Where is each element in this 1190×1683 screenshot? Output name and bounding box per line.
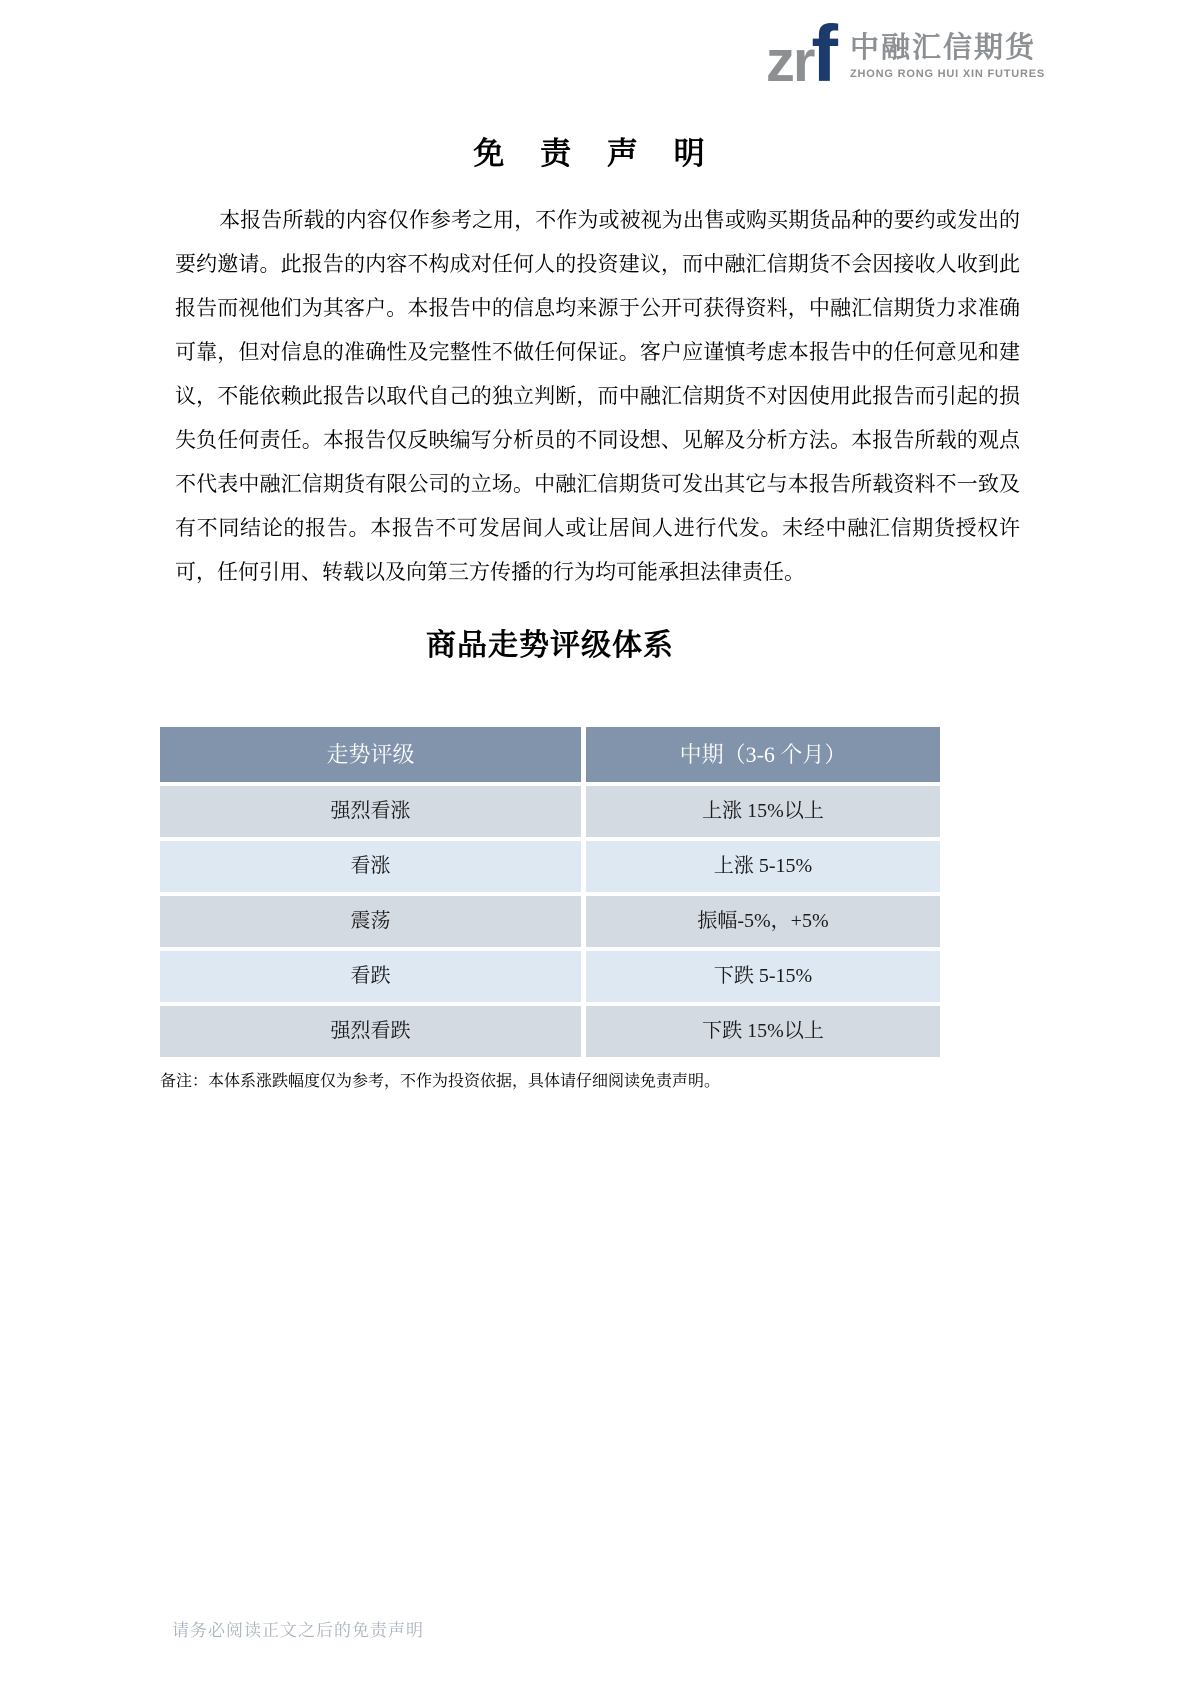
- table-row: [160, 841, 940, 892]
- rating-cell: 震荡: [160, 896, 581, 947]
- header-cell-midterm: 中期（3-6 个月）: [586, 727, 940, 782]
- rating-cell: 看涨: [160, 841, 581, 892]
- rating-system-title: 商品走势评级体系: [426, 629, 674, 662]
- midterm-cell: 振幅-5%，+5%: [586, 896, 940, 947]
- logo-zr-letters: zr: [765, 29, 814, 94]
- midterm-cell: 上涨 5-15%: [586, 841, 940, 892]
- midterm-cell: 下跌 5-15%: [586, 951, 940, 1002]
- logo-names: [850, 33, 1045, 86]
- company-name-english: ZHONG RONG HUI XIN FUTURES: [850, 68, 1045, 80]
- rating-cell: 强烈看跌: [160, 1006, 581, 1057]
- logo-zrf-mark: [765, 9, 839, 98]
- rating-cell: 强烈看涨: [160, 786, 581, 837]
- table-row: [160, 786, 940, 837]
- rating-table: [160, 727, 940, 1061]
- midterm-cell: 上涨 15%以上: [586, 786, 940, 837]
- table-header-row: [160, 727, 940, 782]
- page-footer-disclaimer: 请务必阅读正文之后的免责声明: [172, 1621, 424, 1640]
- rating-table-note: 备注：本体系涨跌幅度仅为参考，不作为投资依据，具体请仔细阅读免责声明。: [160, 1073, 721, 1090]
- table-row: [160, 951, 940, 1002]
- logo-f-letter: f: [811, 9, 839, 98]
- company-logo: [765, 9, 1045, 98]
- disclaimer-body-text: 本报告所载的内容仅作参考之用，不作为或被视为出售或购买期货品种的要约或发出的要约邀请。此报告的内容不构成对任何人的投资建议，而中融汇信期货不会因接收人收到此报告而视他们为其客户。本报告中的信息均来源于公开可获得资料，中融汇信期货力求准确可靠，但对信息的准确性及完整性不做任何保证。客户应谨慎考虑本报告中的任何意见和建议，不能依赖此报告以取代自己的独立判断，而中融汇信期货不对因使用此报告而引起的损失负任何责任。本报告仅反映编写分析员的不同设想、见解及分析方法。本报告所载的观点不代表中融汇信期货有限公司的立场。中融汇信期货可发出其它与本报告所载资料不一致及有不同结论的报告。本报告不可发居间人或让居间人进行代发。未经中融汇信期货授权许可，任何引用、转载以及向第三方传播的行为均可能承担法律责任。: [175, 208, 1020, 584]
- midterm-cell: 下跌 15%以上: [586, 1006, 940, 1057]
- table-row: [160, 896, 940, 947]
- disclaimer-title: 免 责 声 明: [473, 136, 719, 171]
- header-cell-rating: 走势评级: [160, 727, 581, 782]
- company-name-chinese: 中融汇信期货: [850, 32, 1037, 65]
- table-row: [160, 1006, 940, 1057]
- rating-table-body: [160, 786, 940, 1057]
- rating-table-header: [160, 727, 940, 782]
- rating-cell: 看跌: [160, 951, 581, 1002]
